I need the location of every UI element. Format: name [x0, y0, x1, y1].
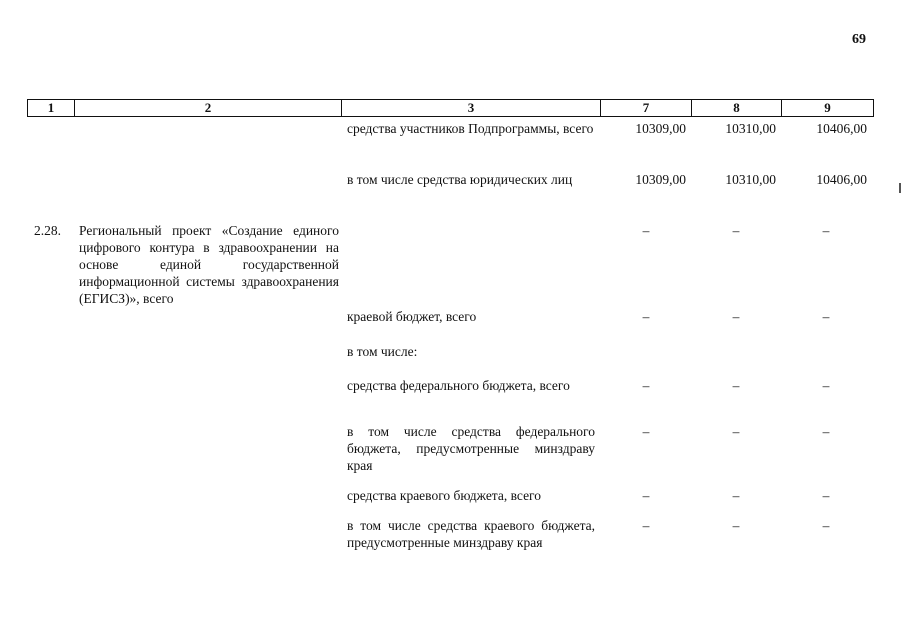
value-col-7: 10309,00 [635, 172, 686, 187]
value-col-9: – [822, 424, 830, 439]
value-col-9: – [822, 309, 830, 324]
header-col-2: 2 [75, 100, 342, 117]
header-col-1: 1 [28, 100, 75, 117]
value-col-7: – [642, 424, 650, 439]
row-description: средства федерального бюджета, всего [347, 378, 570, 393]
row-description: в том числе средства юридических лиц [347, 172, 573, 187]
header-col-3: 3 [342, 100, 601, 117]
table-header [27, 99, 874, 117]
header-row [28, 100, 874, 117]
value-col-9: – [822, 223, 830, 238]
value-col-9: – [822, 488, 830, 503]
value-col-9: – [822, 518, 830, 533]
value-col-8: – [732, 488, 740, 503]
value-col-8: 10310,00 [725, 121, 776, 136]
value-col-8: – [732, 424, 740, 439]
row-description: краевой бюджет, всего [347, 309, 477, 324]
value-col-9: 10406,00 [816, 172, 867, 187]
header-col-9: 9 [782, 100, 874, 117]
row-description: в том числе средства краевого бюджета, предусмотренные минздраву края [347, 518, 595, 550]
row-number: 2.28. [34, 223, 61, 238]
value-col-8: 10310,00 [725, 172, 776, 187]
value-col-7: – [642, 378, 650, 393]
scan-edge-mark [899, 183, 901, 193]
value-col-8: – [732, 518, 740, 533]
page-number: 69 [852, 32, 866, 47]
row-description: средства краевого бюджета, всего [347, 488, 542, 503]
value-col-7: – [642, 223, 650, 238]
value-col-9: 10406,00 [816, 121, 867, 136]
header-col-8: 8 [692, 100, 782, 117]
header-col-7: 7 [601, 100, 692, 117]
row-project-name: Региональный проект «Создание единого цифрового контура в здравоохранении на основе единой государственной информационной системы здравоохранения (ЕГИСЗ)», всего [79, 223, 339, 306]
row-description: средства участников Подпрограммы, всего [347, 121, 594, 136]
value-col-7: – [642, 518, 650, 533]
value-col-8: – [732, 223, 740, 238]
row-description: в том числе средства федерального бюджета, предусмотренные минздраву края [347, 424, 595, 473]
value-col-9: – [822, 378, 830, 393]
value-col-7: 10309,00 [635, 121, 686, 136]
value-col-8: – [732, 378, 740, 393]
value-col-7: – [642, 488, 650, 503]
row-description: в том числе: [347, 344, 418, 359]
value-col-7: – [642, 309, 650, 324]
value-col-8: – [732, 309, 740, 324]
